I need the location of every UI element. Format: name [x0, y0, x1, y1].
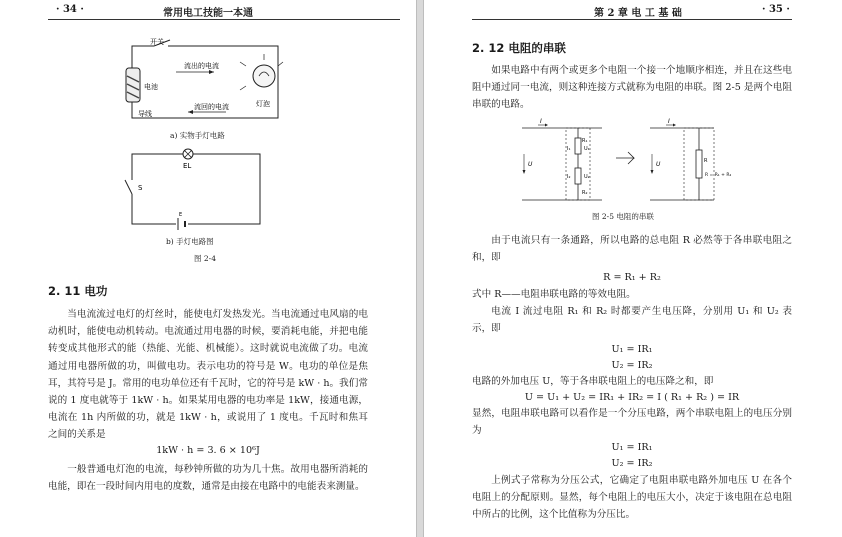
- figure-2-5-label-i1: I₁: [567, 146, 571, 152]
- section-2-11-title: 2. 11 电功: [48, 284, 108, 298]
- section-2-12-title: 2. 12 电阻的串联: [472, 41, 566, 55]
- equation-u2: U₂ = IR₂: [611, 360, 653, 371]
- equation-u-total: U = U₁ + U₂ = IR₁ + IR₂ = I ( R₁ + R₂ ) = IR: [524, 392, 740, 403]
- section-2-12-paragraph-1: 如果电路中有两个或更多个电阻一个接一个地顺序相连，并且在这些电阻中通过同一电流，则这种连接方式就称为电阻的串联。图 2-5 是两个电阻串联的电路。: [472, 65, 792, 111]
- equation-u2-divider: U₂ = IR₂: [611, 458, 653, 469]
- section-2-12-paragraph-4: 电路的外加电压 U，等于各串联电阻上的电压降之和，即: [472, 376, 714, 387]
- figure-a-label-battery: 电池: [144, 83, 158, 91]
- equivalence-arrow-icon: [616, 152, 634, 164]
- right-page: [424, 0, 842, 537]
- figure-2-4-caption: 图 2-4: [194, 254, 216, 263]
- figure-2-5-label-u1: U₁: [584, 146, 590, 152]
- figure-b-label-switch: S: [138, 184, 143, 192]
- resistor-r-equivalent-icon: [696, 150, 702, 178]
- right-header-rule: [472, 19, 792, 20]
- equation-u1: U₁ = IR₁: [611, 344, 653, 355]
- figure-b-caption: b) 手灯电路图: [166, 237, 214, 246]
- figure-2-5-label-rsum: R = R₁ + R₂: [705, 173, 732, 178]
- equation-u1-divider: U₁ = IR₁: [611, 442, 653, 453]
- resistor-r1-icon: [575, 138, 581, 154]
- section-2-12-paragraph-2: 由于电流只有一条通路，所以电路的总电阻 R 必然等于各串联电阻之和，即: [472, 235, 792, 264]
- figure-2-5-label-r2: R₂: [582, 190, 588, 196]
- figure-2-5-label-u2: U₂: [584, 174, 590, 180]
- section-2-12-paragraph-3: 电流 I 流过电阻 R₁ 和 R₂ 时都要产生电压降，分别用 U₁ 和 U₂ 表示，即: [472, 306, 792, 335]
- flashlight-schematic-drawing: [116, 146, 266, 230]
- figure-b-label-battery: E: [179, 212, 183, 218]
- section-2-11-paragraph-2: 一般普通电灯泡的电流，每秒钟所做的功为几十焦。故用电器所消耗的电能，即在一段时间内用电的度数，通常是由接在电路中的电能表来测量。: [48, 464, 368, 493]
- bulb-icon: [253, 65, 275, 87]
- right-page-number: · 35 ·: [762, 4, 790, 15]
- figure-a-label-wire: 导线: [138, 110, 152, 118]
- series-resistor-drawing: [518, 116, 748, 206]
- resistor-r2-icon: [575, 168, 581, 184]
- figure-2-5-label-r: R: [704, 158, 708, 164]
- right-chapter-header: 第 2 章 电 工 基 础: [594, 8, 682, 19]
- figure-2-5-label-i2: I₂: [567, 174, 571, 180]
- figure-a-label-bulb: 灯泡: [256, 100, 270, 108]
- flashlight-circuit-drawing: [118, 36, 288, 128]
- figure-b-label-lamp: EL: [183, 162, 192, 170]
- figure-2-5-caption: 图 2-5 电阻的串联: [592, 212, 654, 221]
- figure-a-label-current-back: 流回的电流: [194, 103, 229, 111]
- figure-2-5-label-i-left: I: [540, 118, 542, 125]
- left-page-number: · 34 ·: [56, 4, 84, 15]
- figure-2-5: [518, 116, 748, 206]
- figure-2-5-label-u-left: U: [528, 161, 533, 168]
- figure-a-label-current-out: 流出的电流: [184, 62, 219, 70]
- equation-r-sum: R = R₁ + R₂: [603, 272, 661, 283]
- figure-2-5-label-r1: R₁: [582, 138, 588, 144]
- figure-a-caption: a) 实物手灯电路: [170, 131, 225, 140]
- figure-2-4a: [118, 36, 288, 128]
- left-page: [0, 0, 416, 537]
- book-gutter: [416, 0, 424, 537]
- figure-2-5-label-u-right: U: [656, 161, 661, 168]
- left-running-title: 常用电工技能一本通: [163, 8, 253, 19]
- figure-a-label-switch: 开关: [150, 38, 164, 46]
- figure-2-4b: [116, 146, 266, 230]
- where-clause: 式中 R——电阻串联电路的等效电阻。: [472, 289, 636, 300]
- left-header-rule: [48, 19, 400, 20]
- section-2-12-paragraph-5: 显然，电阻串联电路可以看作是一个分压电路，两个串联电阻上的电压分别为: [472, 408, 792, 437]
- section-2-11-paragraph-1: 当电流流过电灯的灯丝时，能使电灯发热发光。当电流通过电风扇的电动机时，能使电动机转动。电流通过用电器的时候，要消耗电能，并把电能转变成其他形式的能（热能、光能、机械能）。这时就说电流做了功。电流通过用电器所做的功，叫做电功。表示电功的符号是 W。电功的单位是焦耳，其符号是 J。常用的电功单位还有千瓦时，它的符号是 kW · h。我们常说的 1 度电就等于 1kW · h。如果某用电器的电功率是 1kW，接通电源，电流在 1h 内所做的功，就是 1kW · h，或说用了 1 度电。千瓦时和焦耳之间的关系是: [48, 309, 368, 441]
- figure-2-5-label-i-right: I: [668, 118, 670, 125]
- kwh-joule-equation: 1kW · h = 3. 6 × 10⁶J: [156, 445, 260, 456]
- section-2-12-paragraph-6: 上例式子常称为分压公式，它确定了电阻串联电路外加电压 U 在各个电阻上的分配原则。显然，每个电阻上的电压大小，决定于该电阻在总电阻中所占的比例，这个比值称为分压比。: [472, 475, 792, 521]
